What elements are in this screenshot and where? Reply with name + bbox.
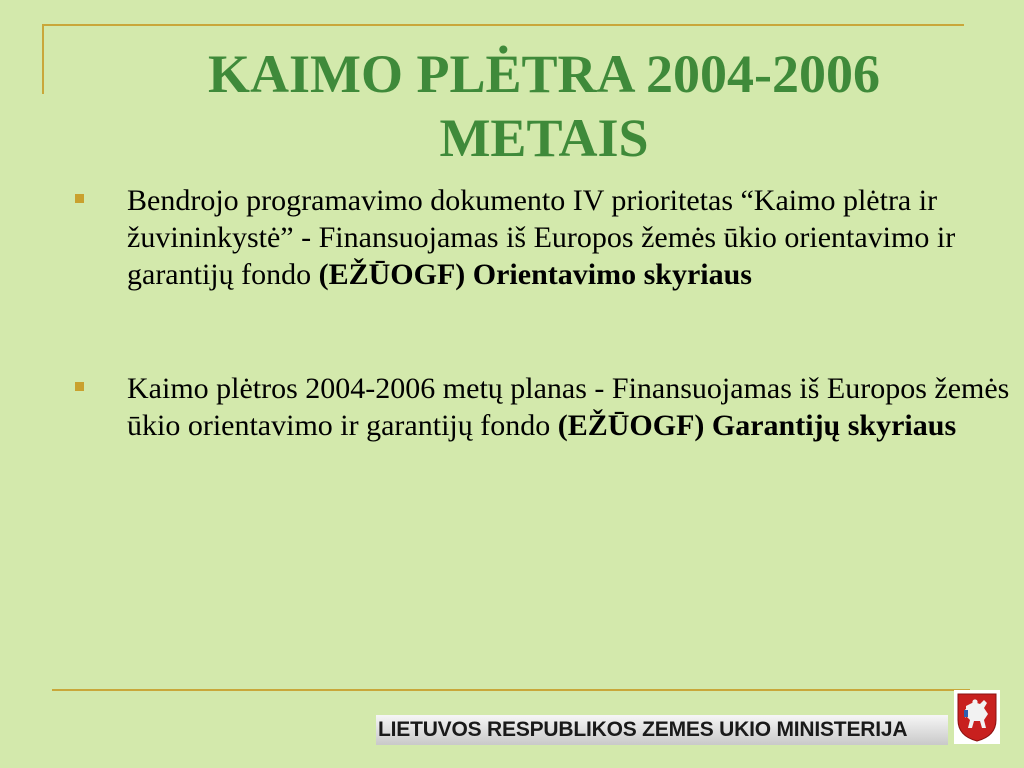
bullet-bold-text: (EŽŪOGF) Garantijų skyriaus — [557, 409, 957, 442]
bottom-border-line — [52, 689, 970, 691]
bullet-list — [72, 182, 1017, 444]
top-border-line — [42, 24, 964, 26]
square-bullet-icon — [75, 194, 84, 203]
title-line-1: KAIMO PLĖTRA 2004-2006 — [207, 44, 881, 104]
bullet-item — [72, 370, 1017, 444]
bullet-text: Bendrojo programavimo dokumento IV prioritetas “Kaimo plėtra ir žuvininkystė” - Finansuojamas iš Europos žemės ūkio orientavimo ir garantijų fondo — [127, 184, 956, 291]
square-bullet-icon — [75, 382, 84, 391]
bullet-bold-text: (EŽŪOGF) Orientavimo skyriaus — [318, 258, 752, 291]
ministry-footer-label: LIETUVOS RESPUBLIKOS ZEMES UKIO MINISTERIJA — [376, 715, 948, 745]
slide-title — [44, 42, 1024, 170]
title-line-2: METAIS — [439, 108, 649, 168]
vytis-coat-of-arms-icon — [954, 690, 1000, 744]
bullet-text: Kaimo plėtros 2004-2006 metų planas - Finansuojamas iš Europos žemės ūkio orientavimo ir garantijų fondo — [127, 372, 1010, 442]
bullet-item — [72, 182, 1017, 293]
